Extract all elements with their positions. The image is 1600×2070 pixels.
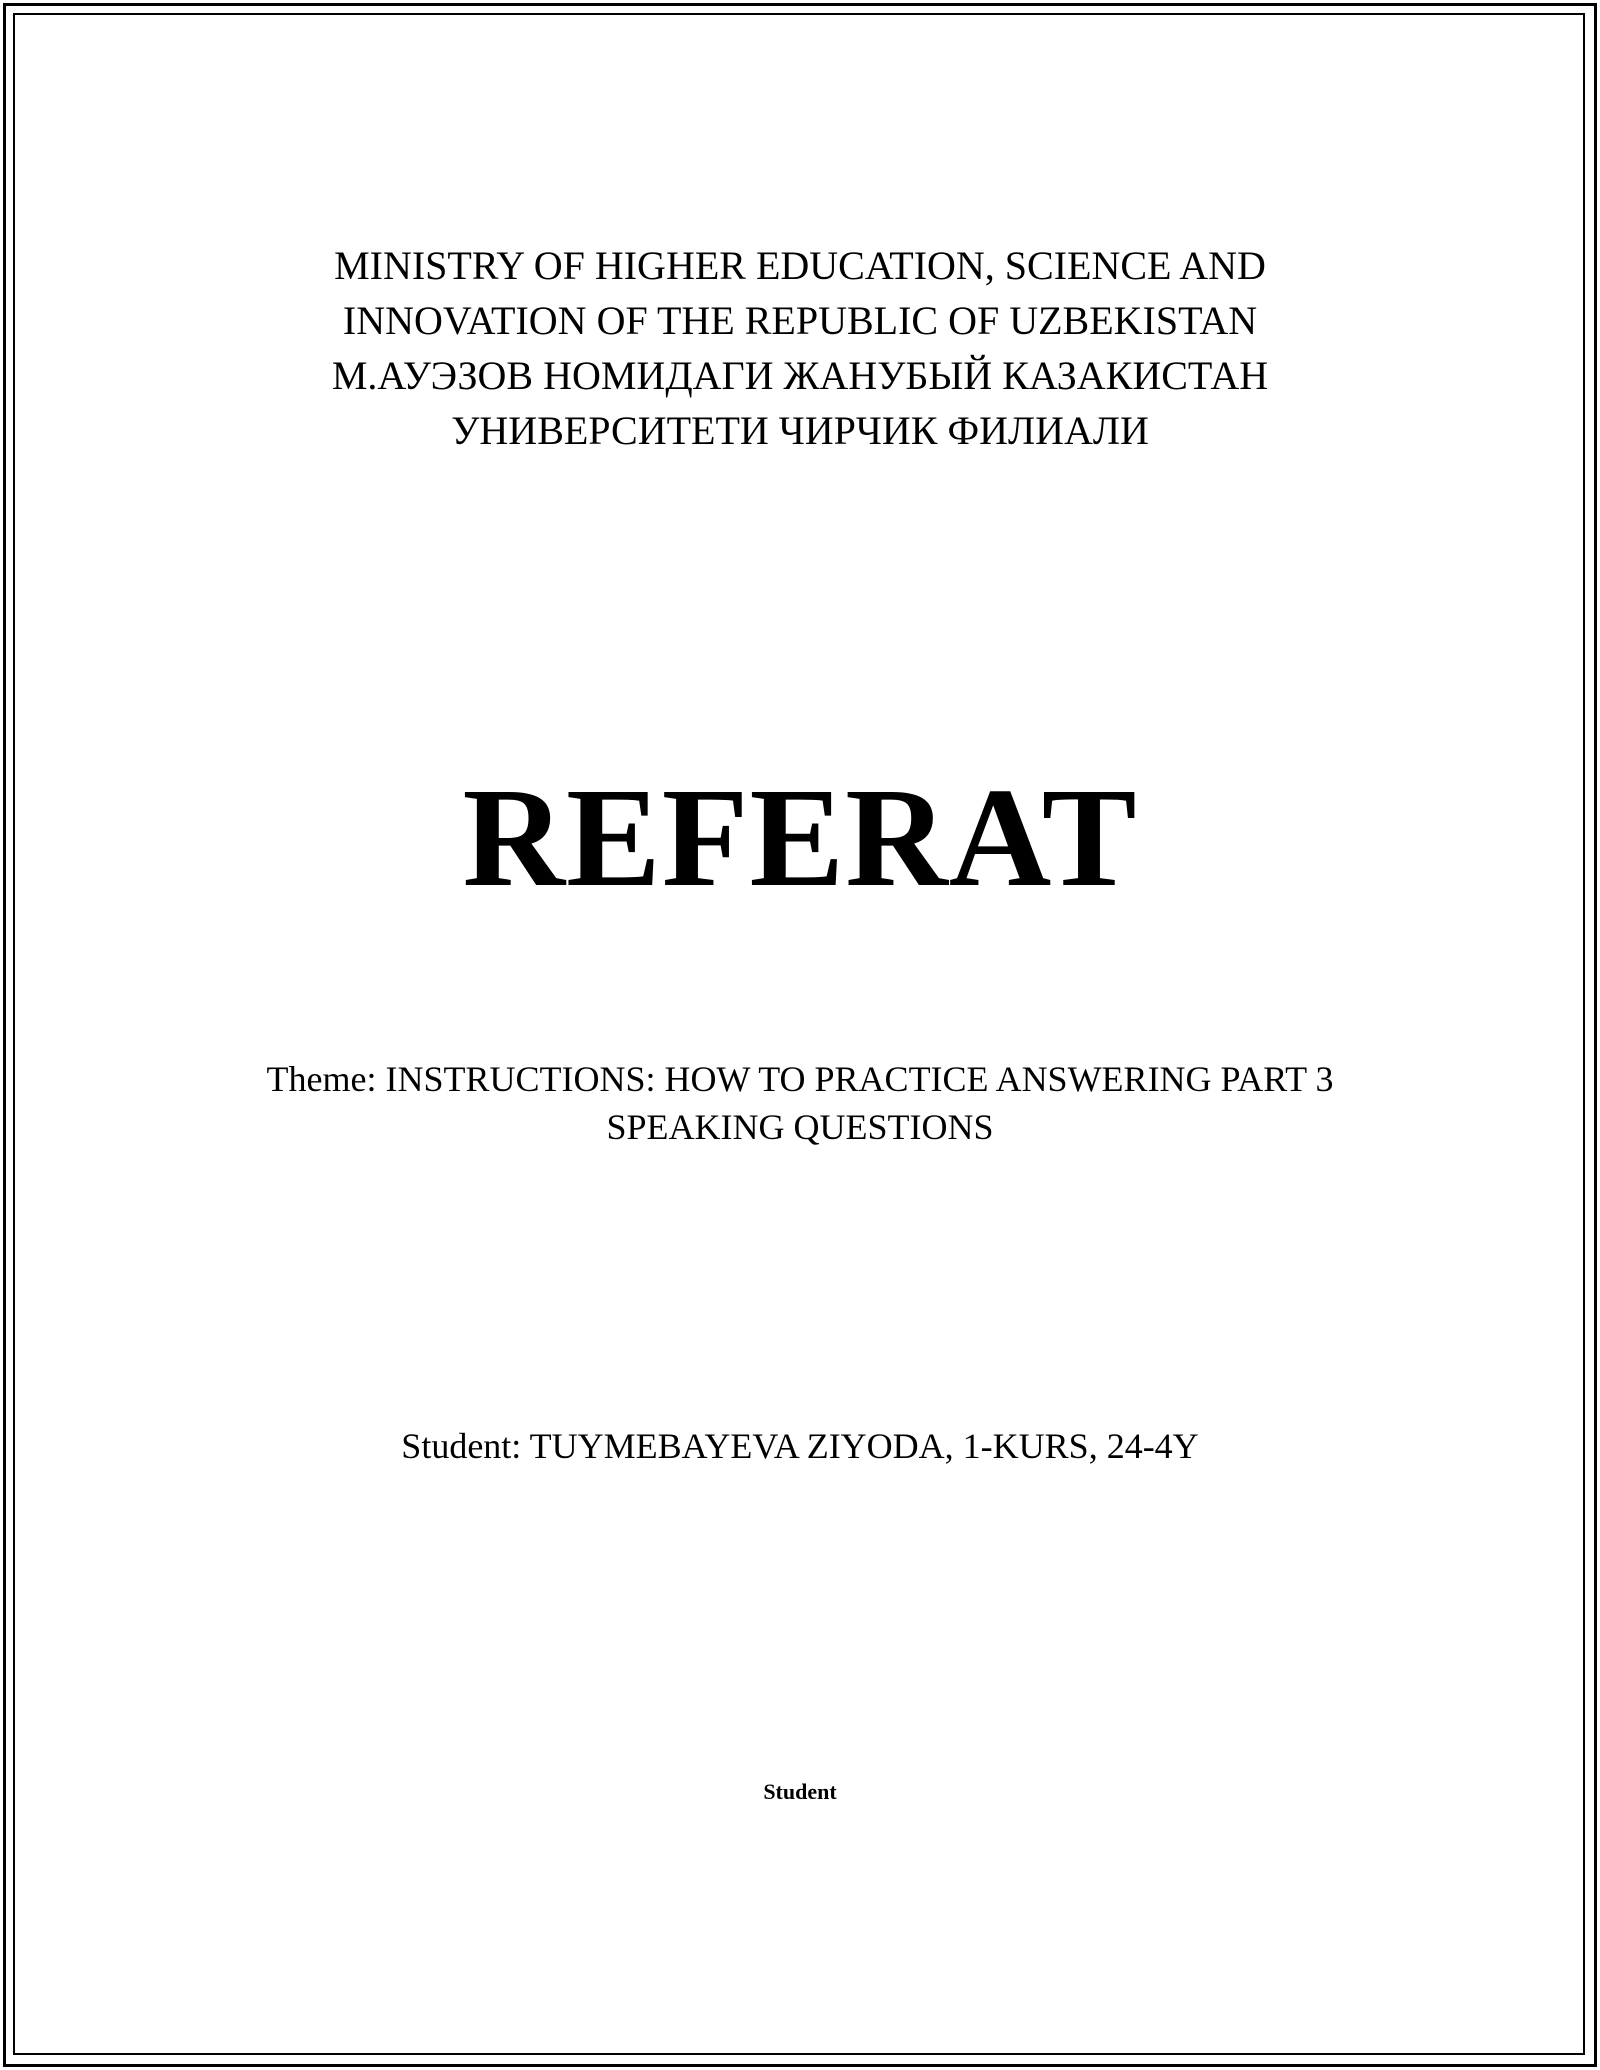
institution-line: INNOVATION OF THE REPUBLIC OF UZBEKISTAN <box>342 298 1258 343</box>
theme-block <box>0 1055 1600 1151</box>
footer-student-label: Student <box>763 1779 837 1804</box>
student-info: Student: TUYMEBAYEVA ZIYODA, 1-KURS, 24-4Y <box>401 1426 1199 1466</box>
theme-line: Theme: INSTRUCTIONS: HOW TO PRACTICE ANSWERING PART 3 <box>266 1059 1334 1099</box>
theme-line: SPEAKING QUESTIONS <box>606 1107 994 1147</box>
institution-line: М.АУЭЗОВ НОМИДАГИ ЖАНУБЫЙ КАЗАКИСТАН <box>331 353 1269 398</box>
institution-line: УНИВЕРСИТЕТИ ЧИРЧИК ФИЛИАЛИ <box>451 408 1149 453</box>
institution-line: MINISTRY OF HIGHER EDUCATION, SCIENCE AND <box>334 243 1266 288</box>
document-title: REFERAT <box>462 758 1138 916</box>
institution-header <box>0 238 1600 458</box>
